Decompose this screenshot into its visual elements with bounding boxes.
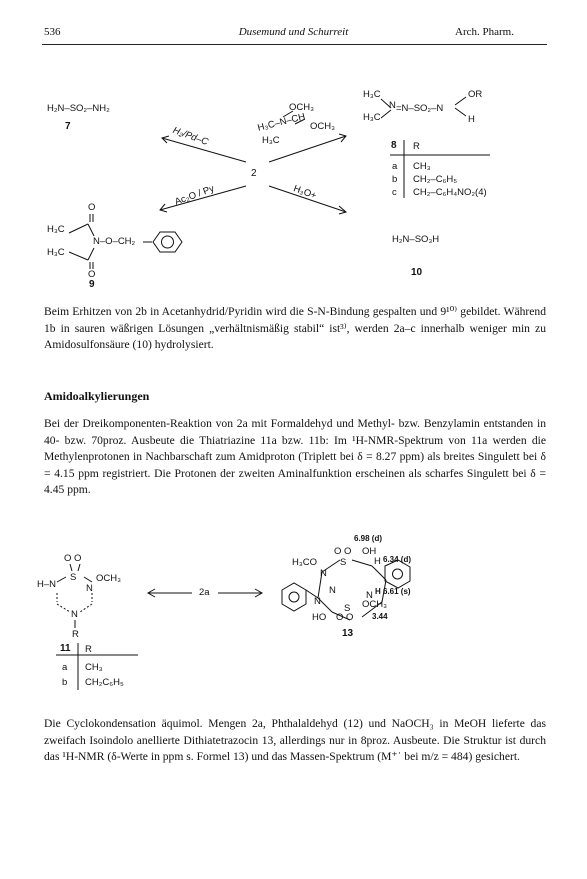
journal-name: Arch. Pharm. [455,26,514,38]
compound-13-n3: N [314,596,321,607]
compound-2-h3c: H₃C [262,135,280,146]
table8-compound: 8 [391,140,397,151]
table11-row-a-value: CH₃ [85,662,103,673]
compound-7-label: 7 [65,121,71,132]
compound-8-h: H [468,114,475,125]
compound-11-s: S [70,572,77,583]
reactant-2a: 2a [199,587,210,598]
compound-7-formula: H₂N–SO₂–NH₂ [47,103,110,114]
compound-13-oo-top: O O [334,546,352,557]
compound-11-och3: OCH₃ [96,573,121,584]
reagent-h2-pd: H₂/Pd–C [171,125,210,148]
section-heading: Amidoalkylierungen [44,389,150,403]
compound-8-chain: =N–SO₂–N [396,103,444,114]
compound-9-h3c-bot: H₃C [47,247,65,258]
compound-9-n-chain: N–O–CH₂ [93,236,136,247]
nmr-6-61: H 6.61 (s) [375,587,411,596]
compound-13-h3co: H₃CO [292,557,317,568]
benzene-ring-9 [153,232,182,252]
arrow-to-8 [269,136,346,162]
compound-13-s-bot: S [344,603,351,614]
compound-13-oo-bot: O O [336,612,354,623]
compound-9-o-top: O [88,202,96,213]
table11-row-a-key: a [62,662,68,673]
compound-2-core: H₃C–N–CH [256,111,307,134]
compound-10-label: 10 [411,267,423,278]
compound-2-label: 2 [251,168,257,179]
compound-2-och3-top: OCH₃ [289,102,314,113]
reagent-h3o: H₃O+ [291,183,318,202]
compound-10-formula: H₂N–SO₃H [392,234,440,245]
table8-row-a-value: CH₃ [413,161,431,172]
compound-11-r: R [72,629,79,640]
benzene-ring-13-left [282,583,306,611]
compound-11-hn: H–N [37,579,57,590]
compound-9-h3c-top: H₃C [47,224,65,235]
compound-8-h3c-bot: H₃C [363,112,381,123]
nmr-3-44: 3.44 [372,612,388,621]
compound-11-n: N [86,583,93,594]
compound-11-n-bottom: N [71,609,78,620]
compound-9-label: 9 [89,279,95,290]
compound-9-o-bot: O [88,269,96,280]
paragraph-cyclocondensation: Die Cyclokondensation äquimol. Mengen 2a, Phthalaldehyd (12) und NaOCH₃ in MeOH lieferte das zweifach Isoindolo anellierte Dithiatetrazocin 13, allerdings nur in 8proz. Ausbeute. Die Struktur ist durch das ¹H-NMR (δ-Werte in ppm s. Formel 13) und das Massen-Spektrum (M⁺˙ bei m/z = 484) gesichert. [44,717,546,763]
compound-13-och3: OCH₃ [362,599,387,610]
compound-13-s-top: S [340,557,347,568]
nmr-6-98: 6.98 (d) [354,534,383,543]
table11-header: R [85,644,92,655]
benzene-ring-13-right [385,560,410,588]
table8-row-b-value: CH₂–C₆H₅ [413,174,458,185]
page-number: 536 [44,26,61,38]
compound-2-och3-right: OCH₃ [310,121,335,132]
reagent-ac2o-py: Ac₂O / Py [173,183,216,208]
compound-13-h: H [374,556,381,567]
table8-header: R [413,141,420,152]
table8-row-c-key: c [392,187,397,198]
table8-row-a-key: a [392,161,398,172]
compound-13-label: 13 [342,628,354,639]
table11-row-b-key: b [62,677,68,688]
compound-8-n: N [389,100,396,111]
table8-row-c-value: CH₂–C₆H₄NO₂(4) [413,187,487,198]
compound-13-n1: N [320,568,327,579]
compound-8-h3c-top: H₃C [363,89,381,100]
compound-13-n2: N [366,590,373,601]
running-authors: Dusemund und Schurreit [238,26,349,38]
compound-11-oo: O O [64,553,82,564]
table8-row-b-key: b [392,174,398,185]
compound-8-or: OR [468,89,483,100]
paragraph-amidoalkylation: Bei der Dreikomponenten-Reaktion von 2a mit Formaldehyd und Methyl- bzw. Benzylamin entstanden in 40- bzw. 70proz. Ausbeute die Thiatriazine 11a bzw. 11b: Im ¹H-NMR-Spektrum von 11a werden die Methylenprotonen in Nachbarschaft zum Amidproton (Triplett bei δ = 8.27 ppm) als breites Singulett bei δ = 4.15 ppm registriert. Die Protonen der zweiten Aminalfunktion erscheinen als scharfes Singulett bei δ = 4.45 ppm. [44,417,546,496]
nmr-6-34: 6.34 (d) [383,555,412,564]
compound-13-oh: OH [362,546,377,557]
table11-compound: 11 [60,643,71,654]
compound-13-ho: HO [312,612,327,623]
table11-row-b-value: CH₂C₆H₅ [85,677,124,688]
compound-13-n4: N [329,585,336,596]
paragraph-hydrolysis: Beim Erhitzen von 2b in Acetanhydrid/Pyridin wird die S-N-Bindung gespalten und 9¹⁰⁾ gebildet. Während 1b in sauren wäßrigen Lösungen „verhältnismäßig stabil“ ist³⁾, werden 2a–c innerhalb weniger min zu Amidosulfonsäure (10) hydrolysiert. [44,305,546,351]
